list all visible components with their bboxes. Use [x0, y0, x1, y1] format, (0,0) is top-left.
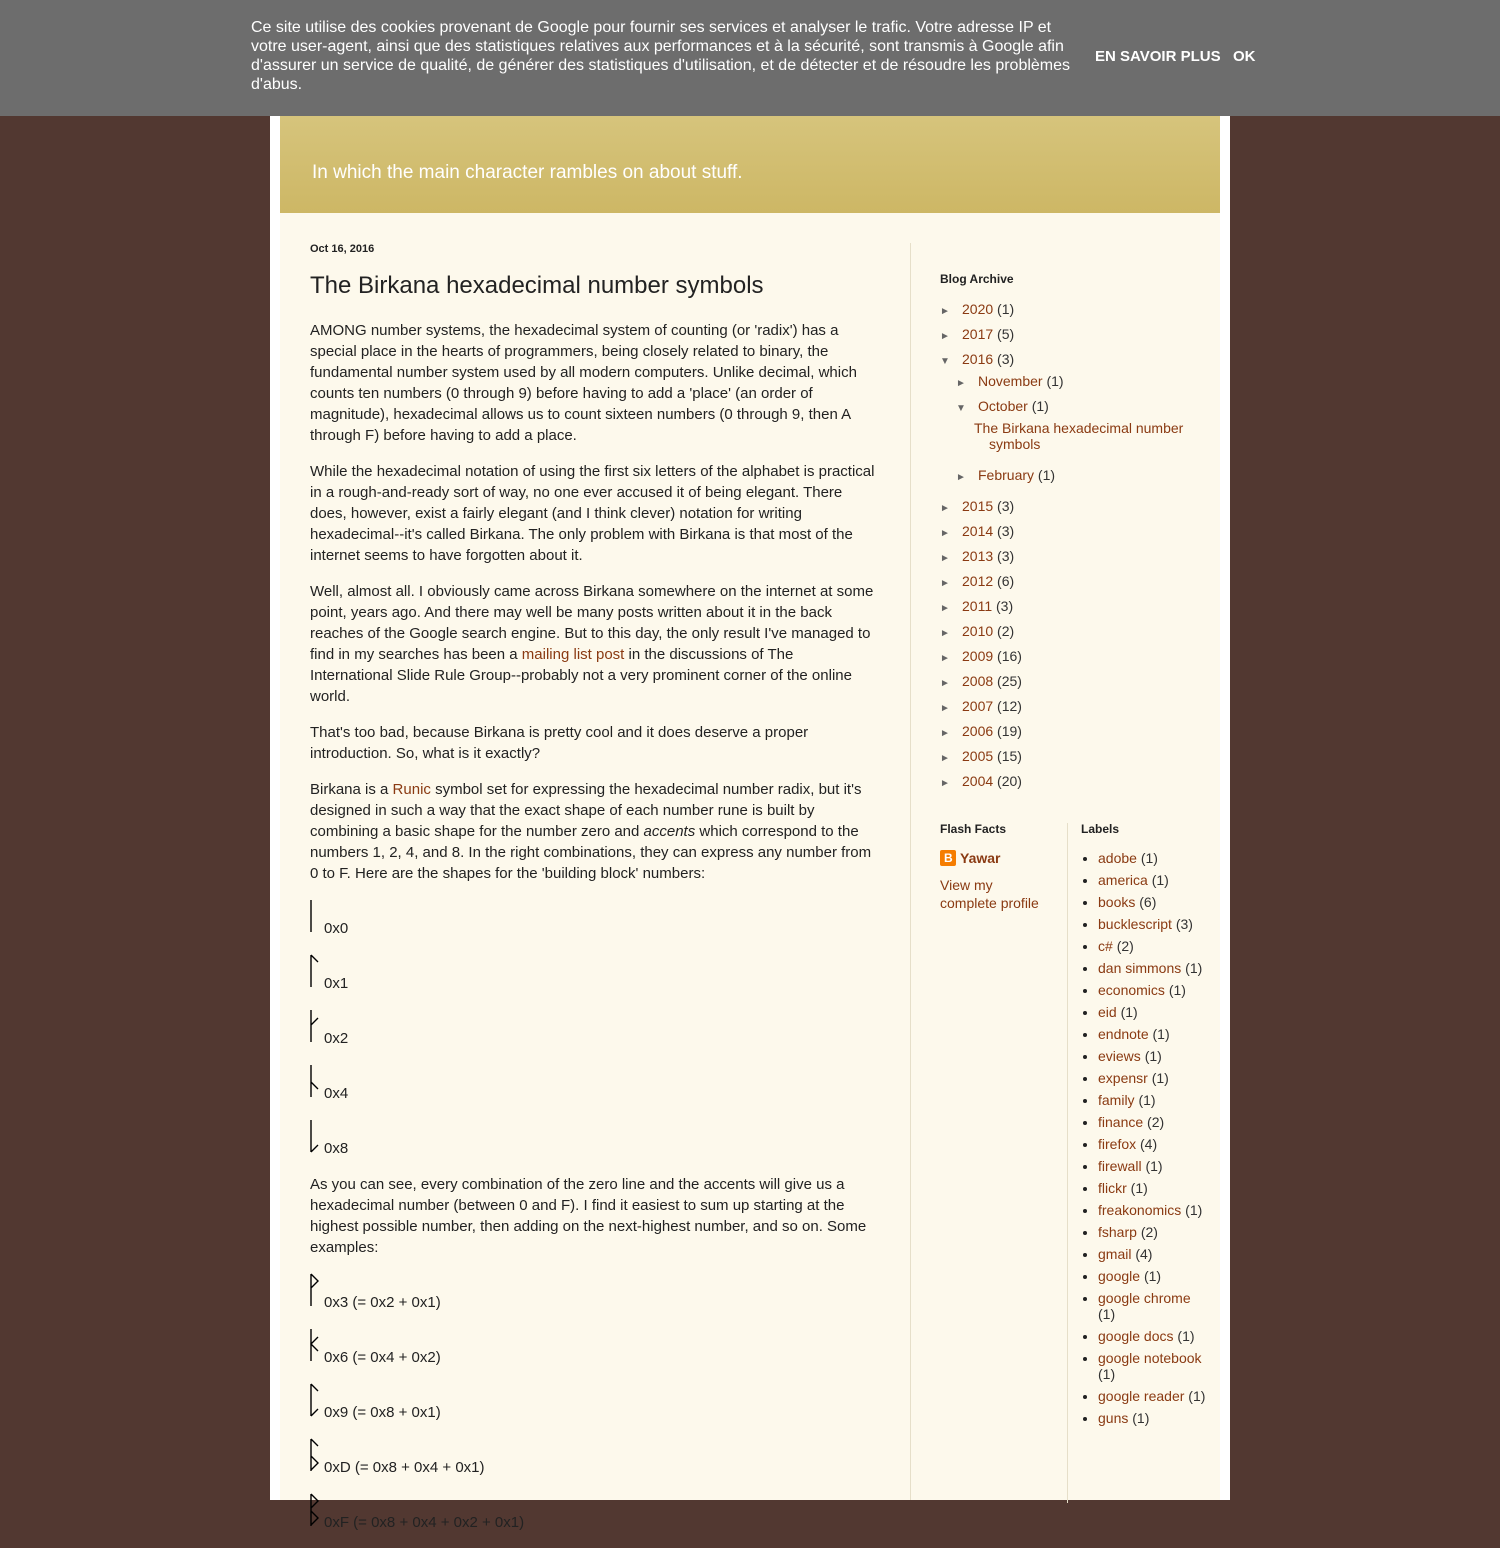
- rune-row: [310, 1438, 880, 1493]
- rune-row: [310, 899, 880, 954]
- archive-month-november[interactable]: ► November (1): [956, 373, 1064, 389]
- post-date: Oct 16, 2016: [310, 243, 375, 255]
- learn-more-button[interactable]: EN SAVOIR PLUS: [1095, 48, 1221, 65]
- archive-year-2012[interactable]: ► 2012 (6): [940, 573, 1015, 589]
- toggle-collapsed-icon[interactable]: ►: [956, 472, 966, 483]
- archive-year-2015[interactable]: ► 2015 (3): [940, 498, 1015, 514]
- cookie-message: Ce site utilise des cookies provenant de Google pour fournir ses services et analyser le trafic. Votre adresse IP et votre user-agent, ainsi que des statistiques relatives aux performances et à la sécurité, sont transmis à Google afin d'assurer un service de qualité, de générer des statistiques d'utilisation, et de détecter et de résoudre les problèmes d'abus.: [251, 19, 1071, 93]
- paragraph: AMONG number systems, the hexadecimal system of counting (or 'radix') has a special place in the hearts of programmers, being closely related to binary, the fundamental number system used by all modern computers. Unlike decimal, which counts ten numbers (0 through 9) before having to add a 'place' (an order of magnitude), hexadecimal allows us to count sixteen numbers (0 through 9, then A through F) before having to add a place.: [310, 322, 857, 444]
- mailing-list-post-link[interactable]: mailing list post: [521, 646, 625, 663]
- rune-0x0-icon: [310, 899, 322, 933]
- paragraph: That's too bad, because Birkana is pretty cool and it does deserve a proper introduction. So, what is it exactly?: [310, 724, 809, 762]
- rune-row: [310, 954, 880, 1009]
- labels-list: [1081, 850, 1208, 1432]
- label-item[interactable]: • dan simmons (1): [1098, 960, 1208, 976]
- rune-0x4-icon: [310, 1064, 322, 1098]
- archive-year-2009[interactable]: ► 2009 (16): [940, 648, 1022, 664]
- toggle-collapsed-icon[interactable]: ►: [940, 503, 950, 514]
- toggle-collapsed-icon[interactable]: ►: [940, 678, 950, 689]
- label-item[interactable]: • guns (1): [1098, 1410, 1208, 1426]
- rune-label: 0x3 (= 0x2 + 0x1): [324, 1294, 441, 1311]
- rune-row: [310, 1009, 880, 1064]
- rune-label: 0x0: [324, 920, 349, 937]
- label-item[interactable]: • google docs (1): [1098, 1328, 1208, 1344]
- rune-0x1-icon: [310, 954, 322, 988]
- label-item[interactable]: • google notebook (1): [1098, 1350, 1208, 1382]
- blog-description: In which the main character rambles on about stuff.: [312, 162, 743, 183]
- rune-row: [310, 1119, 880, 1174]
- label-item[interactable]: • flickr (1): [1098, 1180, 1208, 1196]
- toggle-collapsed-icon[interactable]: ►: [940, 653, 950, 664]
- toggle-collapsed-icon[interactable]: ►: [940, 778, 950, 789]
- toggle-collapsed-icon[interactable]: ►: [956, 378, 966, 389]
- post-title: The Birkana hexadecimal number symbols: [310, 272, 764, 299]
- rune-list-examples: [310, 1273, 880, 1548]
- archive-year-2016[interactable]: ▼ 2016 (3): [940, 351, 1015, 367]
- rune-label: 0x4: [324, 1085, 349, 1102]
- label-item[interactable]: • firewall (1): [1098, 1158, 1208, 1174]
- toggle-collapsed-icon[interactable]: ►: [940, 603, 950, 614]
- archive-year-2013[interactable]: ► 2013 (3): [940, 548, 1015, 564]
- rune-row: [310, 1493, 880, 1548]
- archive-year-2014[interactable]: ► 2014 (3): [940, 523, 1015, 539]
- toggle-collapsed-icon[interactable]: ►: [940, 553, 950, 564]
- rune-list-basic: [310, 899, 880, 1174]
- archive-year-2011[interactable]: ► 2011 (3): [940, 598, 1014, 614]
- paragraph: As you can see, every combination of the zero line and the accents will give us a hexadecimal number (between 0 and F). I find it easiest to sum up starting at the highest possible number, then adding on the next-highest number, and so on. Some examples:: [310, 1176, 867, 1256]
- rune-label: 0x9 (= 0x8 + 0x1): [324, 1404, 441, 1421]
- label-item[interactable]: • fsharp (2): [1098, 1224, 1208, 1240]
- post-body: [310, 320, 880, 1548]
- rune-0xD-icon: [310, 1438, 322, 1472]
- rune-row: [310, 1328, 880, 1383]
- label-item[interactable]: • c# (2): [1098, 938, 1208, 954]
- label-item[interactable]: • freakonomics (1): [1098, 1202, 1208, 1218]
- page-outer: [270, 0, 1230, 1531]
- blogger-icon: B: [940, 850, 956, 866]
- label-item[interactable]: • america (1): [1098, 872, 1208, 888]
- rune-0x2-icon: [310, 1009, 322, 1043]
- label-item[interactable]: • bucklescript (3): [1098, 916, 1208, 932]
- rune-0x3-icon: [310, 1273, 322, 1307]
- profile-title: Flash Facts: [940, 822, 1007, 836]
- profile-name-link[interactable]: Yawar: [960, 850, 1001, 866]
- label-item[interactable]: • endnote (1): [1098, 1026, 1208, 1042]
- label-item[interactable]: • google reader (1): [1098, 1388, 1208, 1404]
- rune-label: 0x1: [324, 975, 349, 992]
- content-area: [280, 213, 1220, 1531]
- rune-row: [310, 1064, 880, 1119]
- toggle-collapsed-icon[interactable]: ►: [940, 728, 950, 739]
- label-item[interactable]: • google (1): [1098, 1268, 1208, 1284]
- view-profile-link[interactable]: View my complete profile: [940, 877, 1039, 911]
- archive-title: Blog Archive: [940, 272, 1014, 286]
- rune-row: [310, 1383, 880, 1438]
- rune-0xF-icon: [310, 1493, 322, 1527]
- archive-year-2020[interactable]: ► 2020 (1): [940, 301, 1015, 317]
- label-item[interactable]: • books (6): [1098, 894, 1208, 910]
- archive-year-2017[interactable]: ► 2017 (5): [940, 326, 1015, 342]
- paragraph: Well, almost all. I obviously came across Birkana somewhere on the internet at some point, years ago. And there may well be many posts written about it in the back reaches of the Google search engine. But to this day, the only result I've managed to find in my searches has been a mailing list post in the discussions of The International Slide Rule Group--probably not a very prominent corner of the online world.: [310, 583, 874, 705]
- toggle-collapsed-icon[interactable]: ►: [940, 628, 950, 639]
- label-item[interactable]: • firefox (4): [1098, 1136, 1208, 1152]
- label-item[interactable]: • adobe (1): [1098, 850, 1208, 866]
- rune-label: 0xD (= 0x8 + 0x4 + 0x1): [324, 1459, 485, 1476]
- rune-row: [310, 1273, 880, 1328]
- toggle-collapsed-icon[interactable]: ►: [940, 306, 950, 317]
- rune-label: 0x6 (= 0x4 + 0x2): [324, 1349, 441, 1366]
- label-item[interactable]: • finance (2): [1098, 1114, 1208, 1130]
- rune-0x8-icon: [310, 1119, 322, 1153]
- label-item[interactable]: • gmail (4): [1098, 1246, 1208, 1262]
- label-item[interactable]: • family (1): [1098, 1092, 1208, 1108]
- archive-year-2008[interactable]: ► 2008 (25): [940, 673, 1022, 689]
- column-divider: [910, 243, 911, 1500]
- archive-month-october[interactable]: ▼ October (1): [956, 398, 1049, 414]
- rune-0x9-icon: [310, 1383, 322, 1417]
- label-item[interactable]: • economics (1): [1098, 982, 1208, 998]
- rune-label: 0x8: [324, 1140, 349, 1157]
- toggle-collapsed-icon[interactable]: ►: [940, 528, 950, 539]
- runic-link[interactable]: Runic: [392, 781, 431, 798]
- archive-year-2007[interactable]: ► 2007 (12): [940, 698, 1022, 714]
- label-item[interactable]: • eviews (1): [1098, 1048, 1208, 1064]
- toggle-collapsed-icon[interactable]: ►: [940, 578, 950, 589]
- rune-0x6-icon: [310, 1328, 322, 1362]
- labels-divider: [1067, 823, 1068, 1503]
- toggle-collapsed-icon[interactable]: ►: [940, 703, 950, 714]
- label-item[interactable]: • google chrome (1): [1098, 1290, 1208, 1322]
- cookie-banner: [0, 0, 1500, 116]
- label-item[interactable]: • expensr (1): [1098, 1070, 1208, 1086]
- archive-year-2005[interactable]: ► 2005 (15): [940, 748, 1022, 764]
- archive-year-2004[interactable]: ► 2004 (20): [940, 773, 1022, 789]
- rune-label: 0x2: [324, 1030, 349, 1047]
- label-item[interactable]: • eid (1): [1098, 1004, 1208, 1020]
- paragraph: While the hexadecimal notation of using the first six letters of the alphabet is practical in a rough-and-ready sort of way, no one ever accused it of being elegant. There does, however, exist a fairly elegant (and I think clever) notation for writing hexadecimal--it's called Birkana. The only problem with Birkana is that most of the internet seems to have forgotten about it.: [310, 463, 875, 564]
- rune-label: 0xF (= 0x8 + 0x4 + 0x2 + 0x1): [324, 1514, 525, 1531]
- archive-year-2006[interactable]: ► 2006 (19): [940, 723, 1022, 739]
- toggle-collapsed-icon[interactable]: ►: [940, 331, 950, 342]
- labels-title: Labels: [1081, 822, 1120, 836]
- blog-header: [280, 116, 1220, 213]
- toggle-expanded-icon[interactable]: ▼: [940, 356, 950, 367]
- archive-post-link[interactable]: The Birkana hexadecimal number symbols: [974, 420, 1184, 452]
- paragraph: Birkana is a Runic symbol set for expressing the hexadecimal number radix, but it's designed in such a way that the exact shape of each number rune is built by combining a basic shape for the number zero and accents which correspond to the numbers 1, 2, 4, and 8. In the right combinations, they can express any number from 0 to F. Here are the shapes for the 'building block' numbers:: [310, 781, 872, 882]
- archive-year-2010[interactable]: ► 2010 (2): [940, 623, 1015, 639]
- toggle-collapsed-icon[interactable]: ►: [940, 753, 950, 764]
- ok-button[interactable]: OK: [1233, 48, 1256, 65]
- toggle-expanded-icon[interactable]: ▼: [956, 403, 966, 414]
- archive-month-february[interactable]: ► February (1): [956, 467, 1056, 483]
